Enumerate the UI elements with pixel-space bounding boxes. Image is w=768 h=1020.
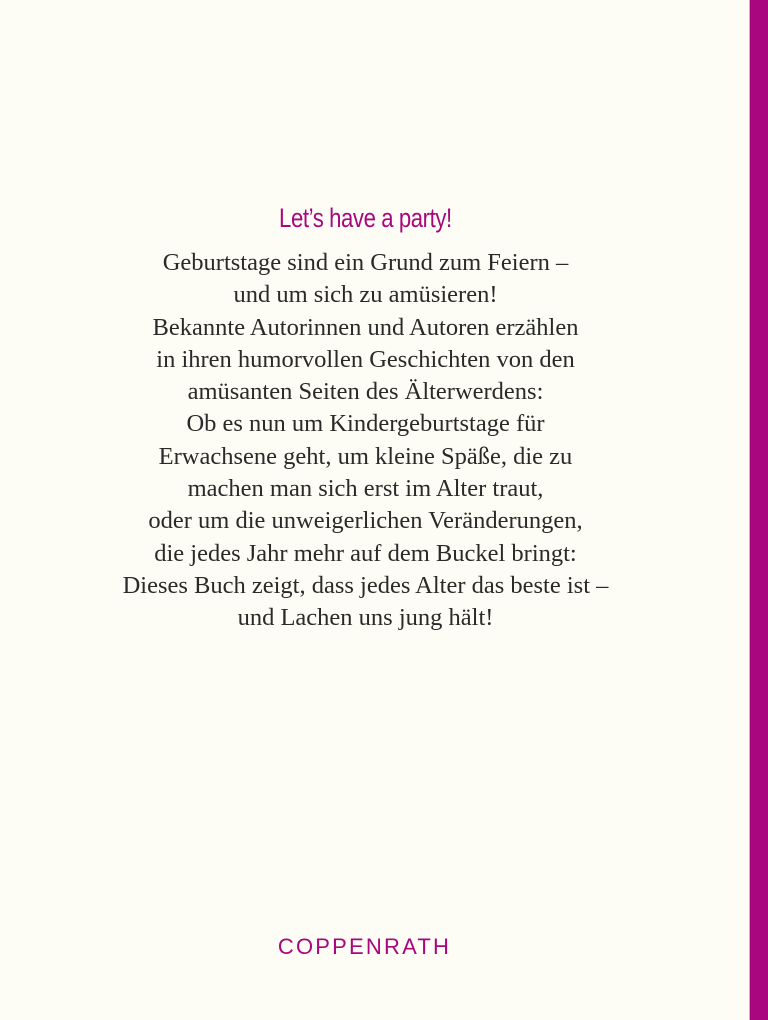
blurb-text <box>0 247 731 635</box>
spine-stripe <box>749 0 768 1020</box>
blurb-line: Geburtstage sind ein Grund zum Feiern – <box>162 249 569 276</box>
blurb-line: Dieses Buch zeigt, dass jedes Alter das beste ist – <box>122 571 609 599</box>
blurb-line: Bekannte Autorinnen und Autoren erzählen <box>152 313 579 341</box>
blurb-line: die jedes Jahr mehr auf dem Buckel bringt: <box>154 539 577 567</box>
cover-title: Let’s have a party! <box>279 203 452 233</box>
blurb-line: und um sich zu amüsieren! <box>233 281 498 309</box>
blurb-line: in ihren humorvollen Geschichten von den <box>156 345 575 373</box>
blurb-line: oder um die unweigerlichen Veränderungen, <box>148 507 583 535</box>
publisher-logo: COPPENRATH <box>277 934 452 959</box>
blurb-line: und Lachen uns jung hält! <box>237 604 494 632</box>
blurb-line: Ob es nun um Kindergeburtstage für <box>186 410 545 438</box>
blurb-line: amüsanten Seiten des Älterwerdens: <box>187 378 544 406</box>
blurb-line: Erwachsene geht, um kleine Späße, die zu <box>158 442 573 470</box>
blurb-line: machen man sich erst im Alter traut, <box>187 475 544 503</box>
